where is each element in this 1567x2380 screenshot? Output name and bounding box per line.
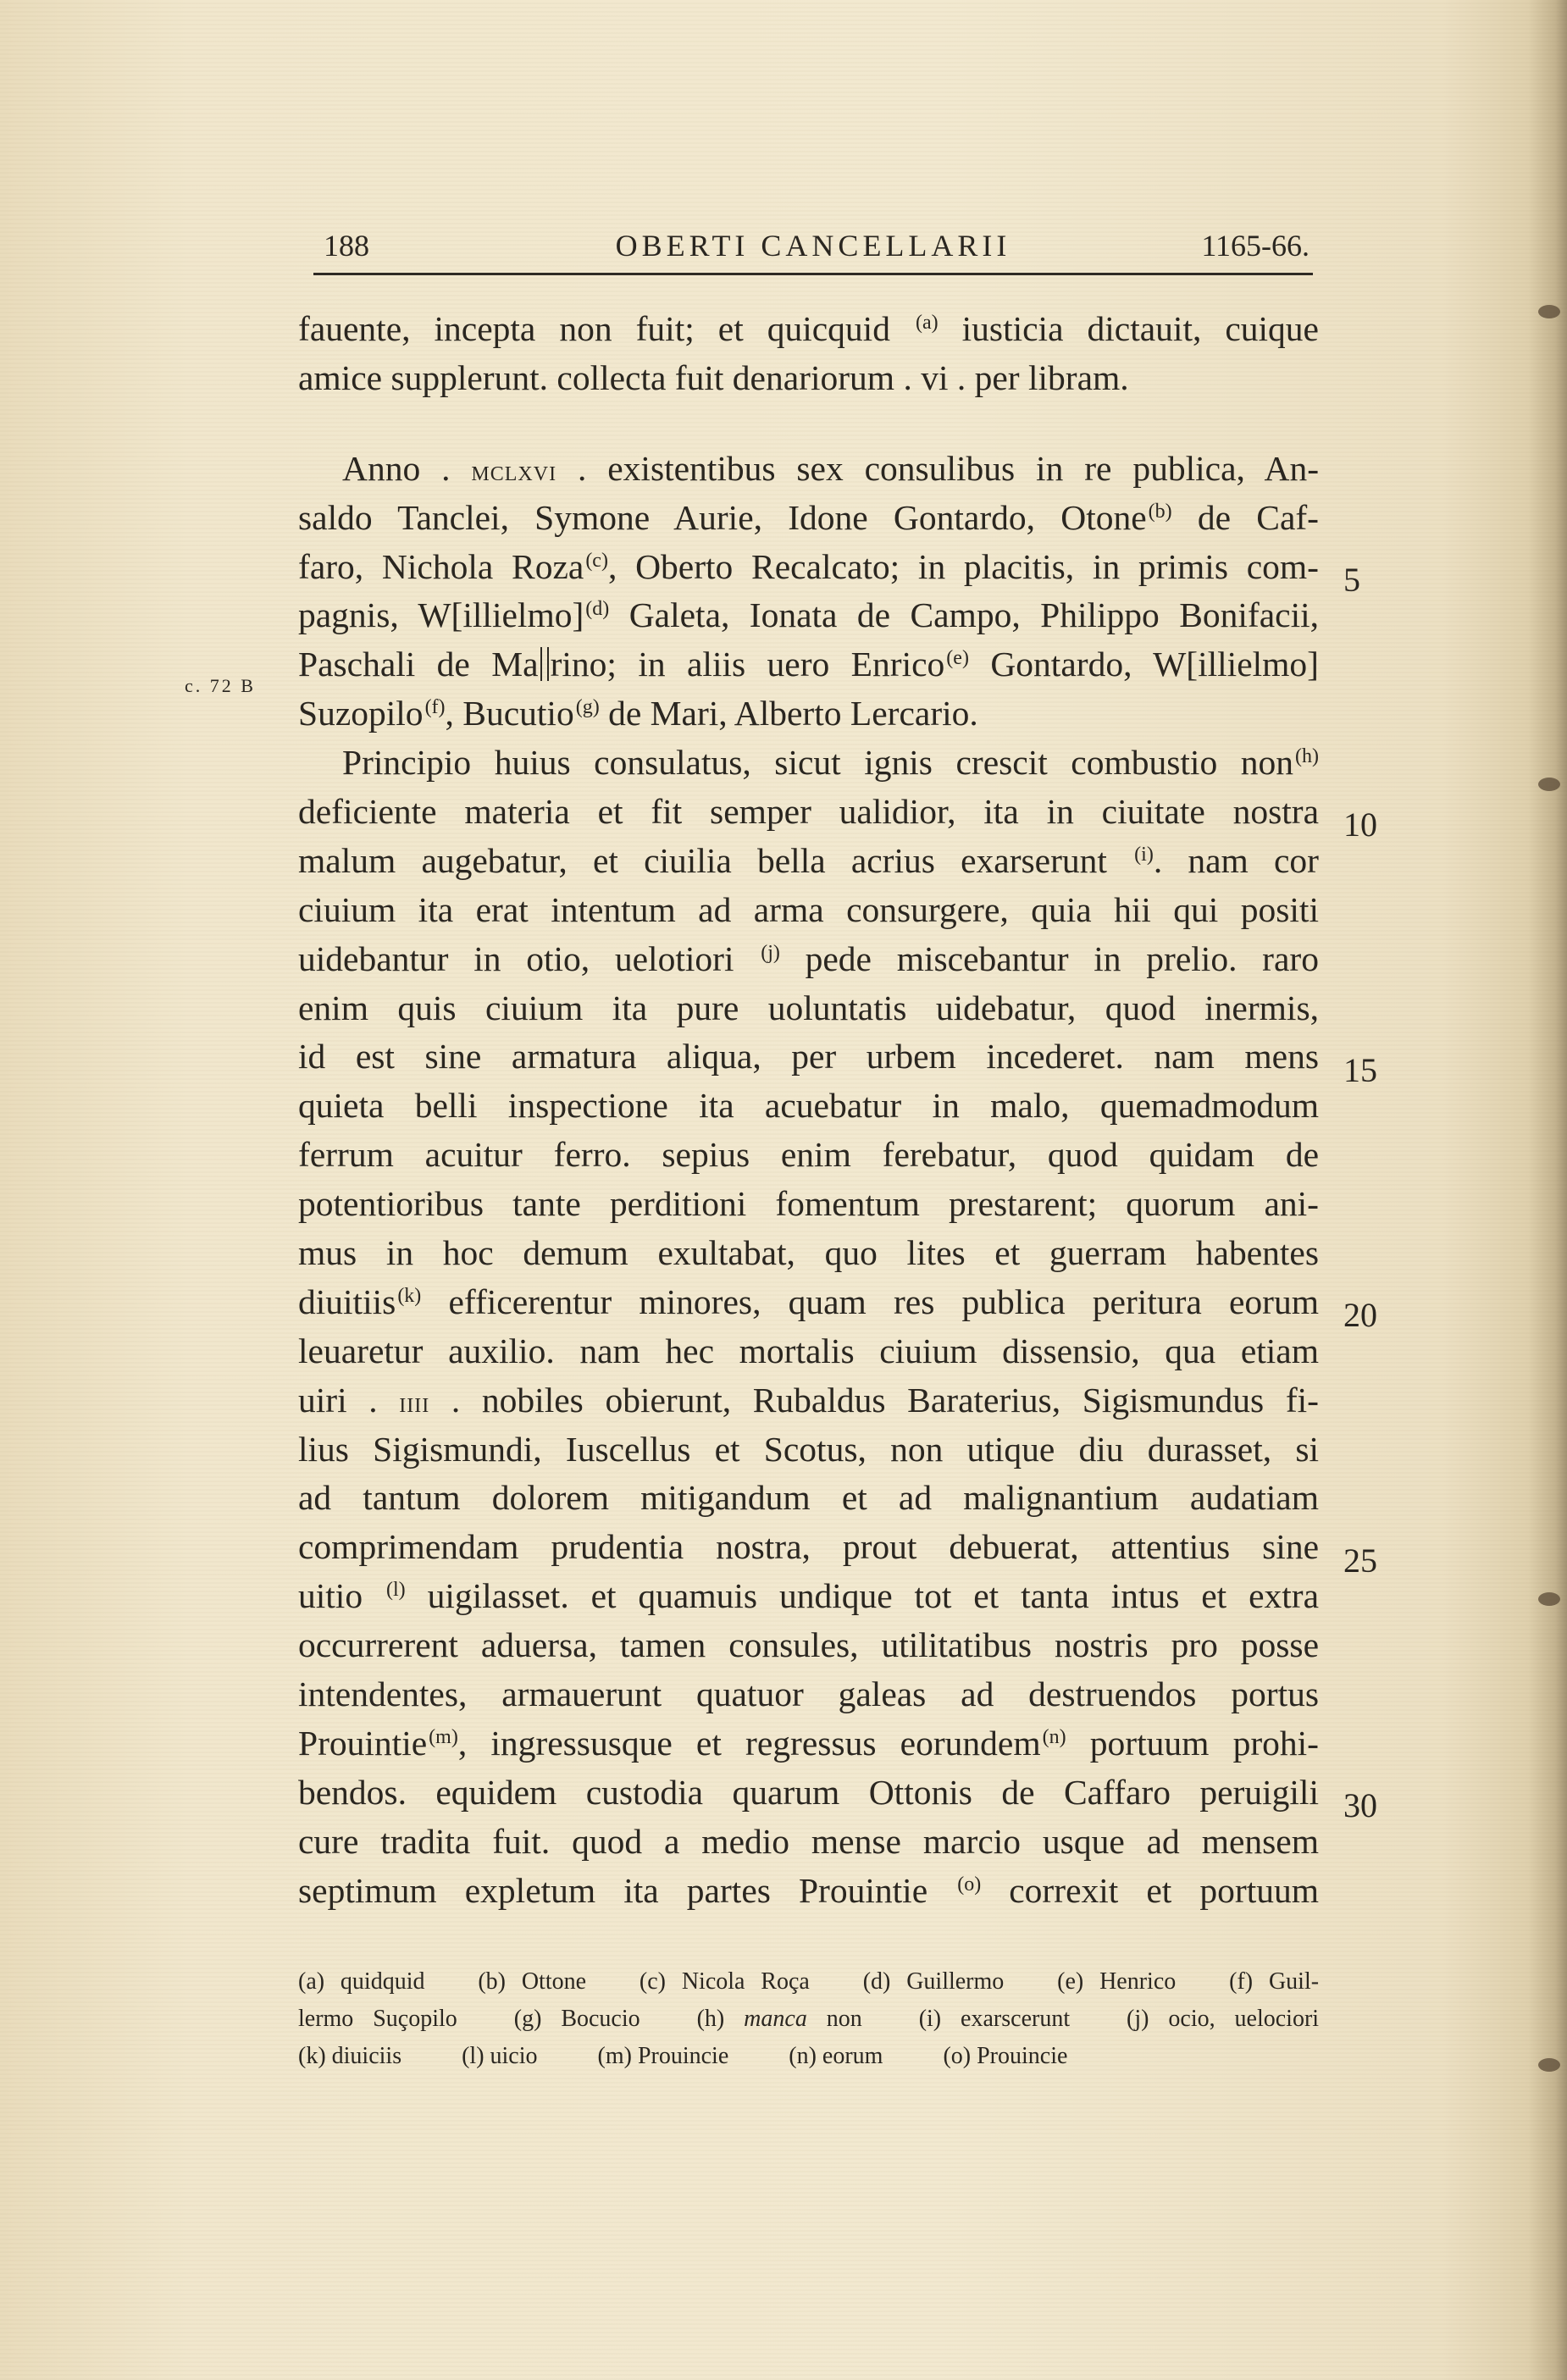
footnote-g: (g) Bocucio (513, 2006, 640, 2032)
text-line: uiri . iiii . nobiles obierunt, Rubaldus Baraterius, Sigismundus fi- (298, 1380, 1320, 1420)
text-line: enim quis ciuium ita pure uoluntatis uidebatur, quod inermis, (298, 988, 1319, 1027)
footnote-marker[interactable]: (h) (1295, 745, 1319, 768)
text-line: pagnis, W[illielmo]$^{(d)}$ Galeta, Ionata de Campo, Philippo Bonifacii, (298, 595, 1319, 635)
footnote-b: (b) Ottone (478, 1968, 587, 1995)
footnote-marker[interactable]: (k) (397, 1284, 422, 1307)
text-line: cure tradita fuit. quod a medio mense marcio usque ad mensem (298, 1821, 1319, 1861)
footnote-marker[interactable]: (f) (424, 696, 446, 719)
text-line: lius Sigismundi, Iuscellus et Scotus, non utique diu durasset, si (298, 1429, 1319, 1469)
line-number: 20 (1343, 1296, 1377, 1334)
binding-hole (1538, 305, 1560, 318)
header-rule (313, 273, 1313, 275)
footnote-marker[interactable]: (b) (1148, 500, 1172, 523)
footnote-line (298, 2001, 1319, 2038)
margin-note: c. 72 B (185, 675, 256, 696)
column-break-mark (540, 647, 549, 681)
line-number: 25 (1343, 1541, 1377, 1580)
footnote-d: (d) Guillermo (862, 1968, 1005, 1995)
text-line: deficiente materia et fit semper ualidior, ita in ciuitate nostra (298, 792, 1319, 832)
line-number: 5 (1343, 561, 1360, 599)
page-edge-shadow (1528, 0, 1567, 2380)
running-year: 1165-66. (1201, 229, 1310, 263)
footnote-l: (l) uicio (462, 2043, 538, 2069)
binding-hole (1538, 778, 1560, 791)
footnote-marker[interactable]: (j) (761, 941, 780, 964)
footnote-o: (o) Prouincie (943, 2043, 1068, 2069)
footnote-c: (c) Nicola Roça (639, 1968, 810, 1995)
footnote-marker[interactable]: (l) (386, 1579, 406, 1602)
text-line: Principio huius consulatus, sicut ignis crescit combustio non$^{(h)}$ (342, 743, 1319, 783)
running-title: OBERTI CANCELLARII (615, 229, 1011, 263)
running-head (313, 222, 1313, 269)
text-line: uitio $^{(l)}$ uigilasset. et quamuis undique tot et tanta intus et extra (298, 1576, 1320, 1616)
text-line: intendentes, armauerunt quatuor galeas ad destruendos portus (298, 1674, 1319, 1714)
footnote-marker[interactable]: (n) (1042, 1725, 1066, 1748)
text-line: quieta belli inspectione ita acuebatur in malo, quemadmodum (298, 1086, 1319, 1126)
footnote-marker[interactable]: (o) (957, 1873, 982, 1896)
text-line: ferrum acuitur ferro. sepius enim ferebatur, quod quidam de (298, 1135, 1319, 1175)
text-line: fauente, incepta non fuit; et quicquid $^{(a)}$ iusticia dictauit, cuique (298, 309, 1319, 348)
footnote-marker[interactable]: (c) (585, 549, 608, 572)
text-line: leuaretur auxilio. nam hec mortalis ciuium dissensio, qua etiam (298, 1331, 1319, 1370)
text-line: diuitiis$^{(k)}$ efficerentur minores, quam res publica peritura eorum (298, 1281, 1320, 1321)
line-number: 15 (1343, 1051, 1377, 1089)
binding-hole (1538, 1592, 1560, 1606)
footnote-marker[interactable]: (i) (1134, 843, 1154, 866)
footnote-line (298, 1963, 1319, 2001)
text-line: bendos. equidem custodia quarum Ottonis de Caffaro peruigili (298, 1772, 1319, 1812)
footnote-marker[interactable]: (a) (915, 312, 939, 334)
footnote-marker[interactable]: (d) (585, 598, 610, 621)
footnote-line (298, 2038, 1319, 2075)
footnote-a: (a) quidquid (298, 1968, 425, 1995)
line-number: 10 (1343, 805, 1377, 844)
page-number: 188 (324, 229, 369, 263)
line-number: 30 (1343, 1786, 1377, 1824)
footnote-m: (m) Prouincie (597, 2043, 729, 2069)
text-line: comprimendam prudentia nostra, prout debuerat, attentius sine (298, 1527, 1319, 1567)
text-line: uidebantur in otio, uelotiori $^{(j)}$ pede miscebantur in prelio. raro (298, 938, 1319, 978)
footnote-marker[interactable]: (g) (575, 696, 600, 719)
text-line: id est sine armatura aliqua, per urbem incederet. nam mens (298, 1037, 1319, 1077)
footnote-j: (j) ocio, uelociori (1127, 2006, 1320, 2032)
text-line: mus in hoc demum exultabat, quo lites et guerram habentes (298, 1233, 1319, 1273)
text-line: septimum expletum ita partes Prouintie $^{(o)}$ correxit et portuum (298, 1870, 1320, 1910)
footnotes (298, 1963, 1319, 2075)
footnote-marker[interactable]: (e) (946, 647, 969, 670)
text-line: saldo Tanclei, Symone Aurie, Idone Gontardo, Otone$^{(b)}$ de Caf- (298, 497, 1319, 537)
text-line: ad tantum dolorem mitigandum et ad malignantium audatiam (298, 1478, 1319, 1518)
footnote-h: (h) manca non (696, 2006, 862, 2032)
text-line: Suzopilo$^{(f)}$, Bucutio$^{(g)}$ de Mari, Alberto Lercario. (298, 694, 978, 733)
text-line: Anno . mclxvi . existentibus sex consulibus in re publica, An- (342, 448, 1320, 488)
text-line: ciuium ita erat intentum ad arma consurgere, quia hii qui positi (298, 889, 1319, 929)
footnote-f-cont: lermo Suçopilo (298, 2006, 457, 2032)
footnote-i: (i) exarscerunt (918, 2006, 1071, 2032)
text-line: potentioribus tante perditioni fomentum prestarent; quorum ani- (298, 1184, 1319, 1224)
binding-hole (1538, 2058, 1560, 2072)
footnote-e: (e) Henrico (1057, 1968, 1177, 1995)
text-line: malum augebatur, et ciuilia bella acrius exarserunt $^{(i)}$. nam cor (298, 840, 1320, 880)
footnote-n: (n) eorum (789, 2043, 883, 2069)
text-line: occurrerent aduersa, tamen consules, utilitatibus nostris pro posse (298, 1625, 1319, 1665)
footnote-f: (f) Guil- (1229, 1968, 1320, 1995)
text-line: Paschali de Ma rino; in aliis uero Enrico$^{(e)}$ Gontardo, W[illielmo] (298, 645, 1319, 684)
text-line: amice supplerunt. collecta fuit denariorum . vi . per libram. (298, 357, 1129, 397)
text-line: Prouintie$^{(m)}$, ingressusque et regressus eorundem$^{(n)}$ portuum prohi- (298, 1723, 1319, 1763)
text-line: faro, Nichola Roza$^{(c)}$, Oberto Recalcato; in placitis, in primis com- (298, 546, 1319, 586)
footnote-marker[interactable]: (m) (429, 1725, 458, 1748)
footnote-k: (k) diuiciis (298, 2043, 402, 2069)
main-text (298, 305, 1319, 1916)
